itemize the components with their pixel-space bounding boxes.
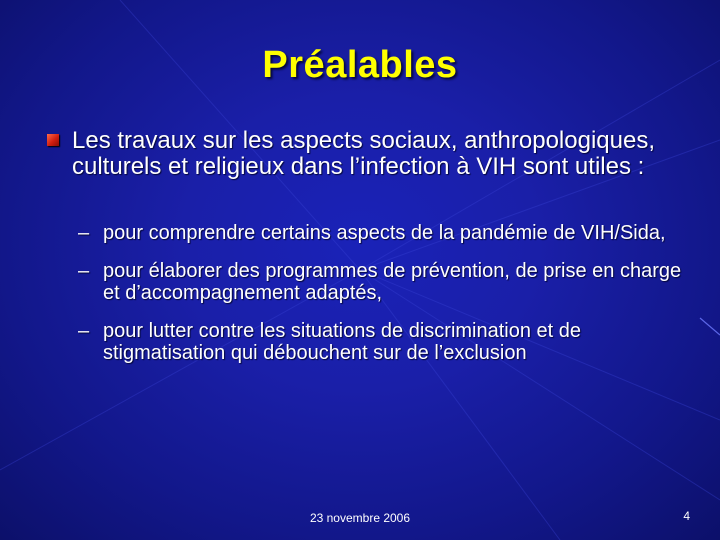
dash-bullet: – <box>78 222 90 244</box>
dash-bullet: – <box>78 320 90 342</box>
dash-bullet: – <box>78 260 90 282</box>
footer-date: 23 novembre 2006 <box>309 511 411 525</box>
page-number: 4 <box>683 509 690 523</box>
sub-bullet-list <box>78 222 698 380</box>
sub-bullet-item <box>78 222 698 244</box>
sub-bullet-text: pour comprendre certains aspects de la pandémie de VIH/Sida, <box>103 222 666 244</box>
sub-bullet-text: pour lutter contre les situations de discrimination et de stigmatisation qui débouchent sur de l’exclusion <box>103 320 582 364</box>
sub-bullet-text: pour élaborer des programmes de prévention, de prise en charge et d’accompagnement adaptés, <box>103 260 682 304</box>
main-bullet-text: Les travaux sur les aspects sociaux, anthropologiques, culturels et religieux dans l’infection à VIH sont utiles : <box>72 127 655 180</box>
sub-bullet-item <box>78 320 698 364</box>
red-square-bullet-icon <box>47 134 59 146</box>
sub-bullet-item <box>78 260 698 304</box>
slide-title: Préalables <box>262 44 458 86</box>
